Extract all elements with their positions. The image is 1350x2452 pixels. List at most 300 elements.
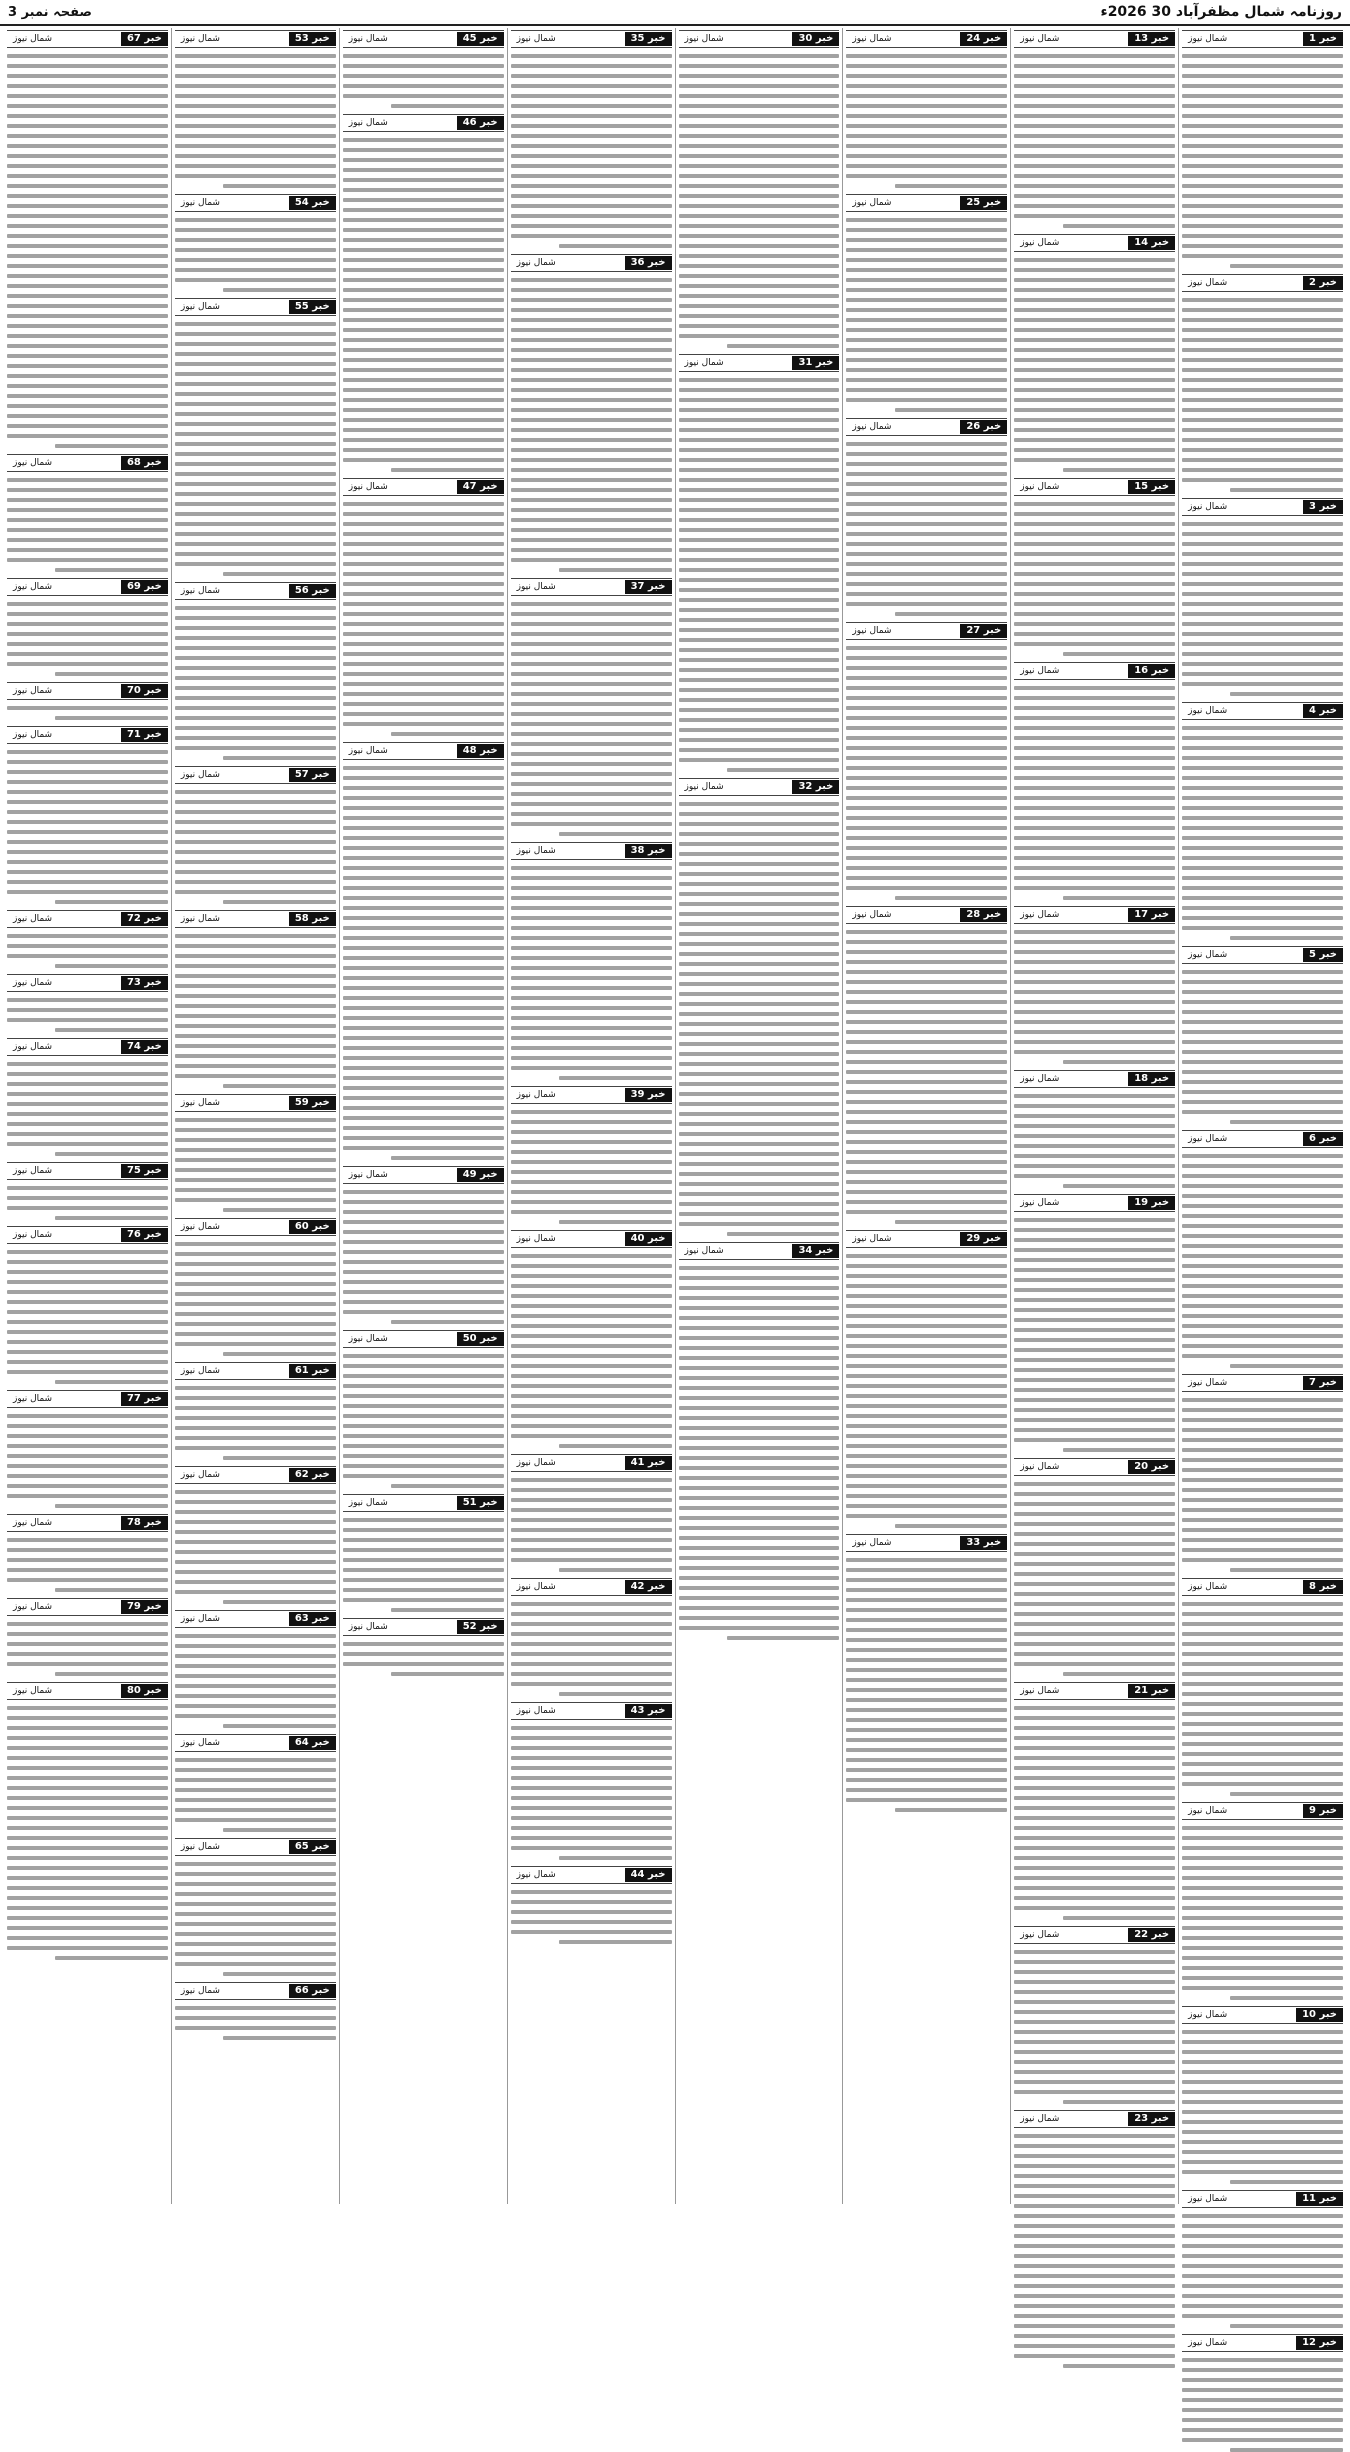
- text-line: [679, 1596, 840, 1600]
- news-item-body: [1014, 1482, 1175, 1676]
- text-line: [1014, 1308, 1175, 1312]
- text-line: [1182, 114, 1343, 118]
- text-line: [7, 934, 168, 938]
- text-line: [175, 492, 336, 496]
- text-line: [846, 980, 1007, 984]
- text-line: [846, 1484, 1007, 1488]
- text-line: [343, 712, 504, 716]
- text-line: [1014, 2204, 1175, 2208]
- text-line: [1182, 84, 1343, 88]
- text-line: [7, 1102, 168, 1106]
- text-line: [679, 628, 840, 632]
- news-item-header: [7, 1514, 168, 1532]
- text-line: [223, 288, 336, 292]
- section-label: شمال نیوز: [13, 34, 53, 44]
- news-item-header: [846, 1534, 1007, 1552]
- news-item-header: [1014, 30, 1175, 48]
- text-line: [511, 652, 672, 656]
- text-line: [511, 1672, 672, 1676]
- news-item-number: خبر 31: [792, 356, 839, 370]
- text-line: [846, 1728, 1007, 1732]
- news-item: [343, 1494, 504, 1612]
- text-line: [1014, 816, 1175, 820]
- text-line: [1014, 582, 1175, 586]
- news-item-body: [511, 1890, 672, 1944]
- news-item: [679, 30, 840, 348]
- news-item-number: خبر 68: [121, 456, 168, 470]
- section-label: شمال نیوز: [348, 1334, 388, 1344]
- text-line: [1182, 1752, 1343, 1756]
- text-line: [175, 1118, 336, 1122]
- text-line: [343, 178, 504, 182]
- news-item-body: [343, 1642, 504, 1676]
- text-line: [1014, 2264, 1175, 2268]
- news-item-number: خبر 23: [1128, 2112, 1175, 2126]
- text-line: [1014, 866, 1175, 870]
- text-line: [343, 916, 504, 920]
- text-line: [1182, 1836, 1343, 1840]
- text-line: [343, 1230, 504, 1234]
- text-line: [343, 278, 504, 282]
- text-line: [343, 522, 504, 526]
- text-line: [343, 1200, 504, 1204]
- news-item-header: [343, 114, 504, 132]
- text-line: [679, 942, 840, 946]
- text-line: [7, 1132, 168, 1136]
- section-label: شمال نیوز: [852, 626, 892, 636]
- news-item-number: خبر 44: [625, 1868, 672, 1882]
- news-item-header: [511, 1578, 672, 1596]
- text-line: [1182, 1508, 1343, 1512]
- news-item-body: [511, 866, 672, 1080]
- text-line: [511, 1622, 672, 1626]
- news-item: [175, 1094, 336, 1212]
- text-line: [175, 1590, 336, 1594]
- text-line: [7, 870, 168, 874]
- text-line: [1014, 2304, 1175, 2308]
- text-line: [1014, 1746, 1175, 1750]
- text-line: [1014, 1632, 1175, 1636]
- news-item-header: [846, 622, 1007, 640]
- text-line: [1182, 562, 1343, 566]
- text-line: [846, 716, 1007, 720]
- text-line: [1014, 846, 1175, 850]
- text-line: [175, 462, 336, 466]
- news-item: [511, 30, 672, 248]
- text-line: [175, 532, 336, 536]
- text-line: [679, 1486, 840, 1490]
- text-line: [343, 532, 504, 536]
- text-line: [511, 1726, 672, 1730]
- text-line: [1182, 736, 1343, 740]
- text-line: [343, 1076, 504, 1080]
- text-line: [175, 144, 336, 148]
- news-item-number: خبر 40: [625, 1232, 672, 1246]
- text-line: [343, 148, 504, 152]
- text-line: [7, 154, 168, 158]
- text-line: [1182, 1672, 1343, 1676]
- text-line: [846, 154, 1007, 158]
- text-line: [175, 322, 336, 326]
- text-line: [511, 318, 672, 322]
- text-line: [846, 1020, 1007, 1024]
- text-line: [7, 344, 168, 348]
- news-item-body: [511, 1726, 672, 1860]
- text-line: [1014, 642, 1175, 646]
- text-line: [343, 1240, 504, 1244]
- text-line: [511, 458, 672, 462]
- text-line: [343, 1538, 504, 1542]
- text-line: [175, 1064, 336, 1068]
- text-line: [511, 1498, 672, 1502]
- text-line: [7, 1484, 168, 1488]
- news-item-header: [175, 910, 336, 928]
- text-line: [511, 1264, 672, 1268]
- text-line: [1182, 766, 1343, 770]
- text-line: [1014, 1114, 1175, 1118]
- text-line: [1014, 1582, 1175, 1586]
- text-line: [175, 1798, 336, 1802]
- section-label: شمال نیوز: [180, 302, 220, 312]
- news-item-body: [175, 1862, 336, 1976]
- news-item-header: [846, 418, 1007, 436]
- text-line: [7, 424, 168, 428]
- text-line: [1182, 174, 1343, 178]
- text-line: [343, 816, 504, 820]
- text-line: [1182, 1772, 1343, 1776]
- text-line: [846, 756, 1007, 760]
- text-line: [1014, 1000, 1175, 1004]
- text-line: [1014, 940, 1175, 944]
- text-line: [175, 412, 336, 416]
- news-item: [846, 1230, 1007, 1528]
- text-line: [846, 1454, 1007, 1458]
- text-line: [1014, 2060, 1175, 2064]
- news-item-header: [511, 1454, 672, 1472]
- text-line: [679, 64, 840, 68]
- text-line: [175, 1490, 336, 1494]
- text-line: [1063, 1184, 1176, 1188]
- text-line: [1182, 2398, 1343, 2402]
- text-line: [175, 552, 336, 556]
- text-line: [1182, 94, 1343, 98]
- text-line: [511, 1344, 672, 1348]
- section-label: شمال نیوز: [348, 746, 388, 756]
- news-item-number: خبر 29: [960, 1232, 1007, 1246]
- text-line: [7, 304, 168, 308]
- news-item-body: [846, 646, 1007, 900]
- text-line: [511, 1374, 672, 1378]
- text-line: [511, 368, 672, 372]
- text-line: [343, 64, 504, 68]
- text-line: [846, 542, 1007, 546]
- news-item-number: خبر 47: [457, 480, 504, 494]
- text-line: [846, 1404, 1007, 1408]
- text-line: [846, 1304, 1007, 1308]
- section-label: شمال نیوز: [13, 730, 53, 740]
- news-item-header: [1014, 478, 1175, 496]
- text-line: [1014, 776, 1175, 780]
- news-item-header: [175, 1734, 336, 1752]
- text-line: [679, 1526, 840, 1530]
- text-line: [846, 970, 1007, 974]
- text-line: [175, 1426, 336, 1430]
- text-line: [1182, 194, 1343, 198]
- text-line: [1182, 1060, 1343, 1064]
- news-item-number: خبر 50: [457, 1332, 504, 1346]
- text-line: [1014, 1492, 1175, 1496]
- text-line: [1014, 756, 1175, 760]
- text-line: [7, 1632, 168, 1636]
- text-line: [1182, 2388, 1343, 2392]
- text-line: [1182, 1642, 1343, 1646]
- text-line: [679, 1356, 840, 1360]
- text-line: [1014, 104, 1175, 108]
- text-line: [511, 622, 672, 626]
- news-item-body: [511, 54, 672, 248]
- text-line: [343, 1384, 504, 1388]
- news-item-header: [1182, 2006, 1343, 2024]
- text-line: [679, 1296, 840, 1300]
- text-line: [1182, 368, 1343, 372]
- text-line: [511, 1682, 672, 1686]
- text-line: [846, 1394, 1007, 1398]
- text-line: [7, 1916, 168, 1920]
- news-item-header: [1014, 906, 1175, 924]
- text-line: [559, 1444, 672, 1448]
- text-line: [679, 74, 840, 78]
- text-line: [1014, 1258, 1175, 1262]
- text-line: [511, 154, 672, 158]
- text-line: [7, 642, 168, 646]
- text-line: [1014, 512, 1175, 516]
- news-item-number: خبر 48: [457, 744, 504, 758]
- news-item-header: [511, 1866, 672, 1884]
- text-line: [343, 138, 504, 142]
- text-line: [846, 472, 1007, 476]
- news-item-body: [1182, 2030, 1343, 2184]
- text-line: [1182, 1354, 1343, 1358]
- text-line: [1182, 348, 1343, 352]
- text-line: [7, 602, 168, 606]
- text-line: [846, 796, 1007, 800]
- text-line: [175, 800, 336, 804]
- text-line: [1014, 1438, 1175, 1442]
- section-label: شمال نیوز: [1188, 502, 1228, 512]
- text-line: [7, 800, 168, 804]
- text-line: [679, 234, 840, 238]
- text-line: [343, 1652, 504, 1656]
- text-line: [1014, 64, 1175, 68]
- news-item: [175, 1466, 336, 1604]
- text-line: [679, 568, 840, 572]
- text-line: [7, 164, 168, 168]
- text-line: [846, 1120, 1007, 1124]
- text-line: [1014, 154, 1175, 158]
- text-line: [1014, 980, 1175, 984]
- text-line: [343, 368, 504, 372]
- news-item: [846, 194, 1007, 412]
- text-line: [1014, 2314, 1175, 2318]
- text-line: [1182, 622, 1343, 626]
- text-line: [1182, 756, 1343, 760]
- text-line: [846, 1344, 1007, 1348]
- text-line: [7, 1836, 168, 1840]
- news-item: [7, 682, 168, 720]
- text-line: [1230, 264, 1343, 268]
- news-item-body: [1182, 1154, 1343, 1368]
- text-line: [846, 1210, 1007, 1214]
- news-item-number: خبر 79: [121, 1600, 168, 1614]
- text-line: [559, 1568, 672, 1572]
- text-line: [679, 124, 840, 128]
- text-line: [343, 1434, 504, 1438]
- text-line: [679, 274, 840, 278]
- text-line: [175, 238, 336, 242]
- text-line: [1182, 1488, 1343, 1492]
- text-line: [1182, 1234, 1343, 1238]
- text-line: [1182, 2264, 1343, 2268]
- text-line: [7, 1716, 168, 1720]
- news-item-body: [1014, 258, 1175, 472]
- text-line: [1014, 338, 1175, 342]
- section-label: شمال نیوز: [1188, 1134, 1228, 1144]
- text-line: [175, 1872, 336, 1876]
- text-line: [846, 1588, 1007, 1592]
- text-line: [7, 1886, 168, 1890]
- text-line: [511, 1434, 672, 1438]
- text-line: [846, 1658, 1007, 1662]
- text-line: [175, 1530, 336, 1534]
- text-line: [1014, 2214, 1175, 2218]
- text-line: [1014, 134, 1175, 138]
- text-line: [846, 866, 1007, 870]
- text-line: [1182, 1214, 1343, 1218]
- section-label: شمال نیوز: [13, 582, 53, 592]
- text-line: [343, 512, 504, 516]
- text-line: [846, 1030, 1007, 1034]
- text-line: [679, 468, 840, 472]
- text-line: [1182, 532, 1343, 536]
- text-line: [1182, 1418, 1343, 1422]
- text-line: [1014, 706, 1175, 710]
- news-item-number: خبر 74: [121, 1040, 168, 1054]
- text-line: [679, 194, 840, 198]
- text-line: [175, 1386, 336, 1390]
- news-item: [1182, 1802, 1343, 2000]
- news-item-body: [175, 218, 336, 292]
- text-line: [846, 1354, 1007, 1358]
- text-line: [1182, 204, 1343, 208]
- text-line: [7, 652, 168, 656]
- text-line: [679, 528, 840, 532]
- text-line: [1182, 1612, 1343, 1616]
- text-line: [1014, 1642, 1175, 1646]
- text-line: [511, 1488, 672, 1492]
- text-line: [7, 434, 168, 438]
- text-line: [679, 314, 840, 318]
- news-item: [175, 1838, 336, 1976]
- text-line: [679, 304, 840, 308]
- text-line: [7, 224, 168, 228]
- text-line: [679, 1212, 840, 1216]
- text-line: [175, 332, 336, 336]
- text-line: [7, 1434, 168, 1438]
- text-line: [846, 1504, 1007, 1508]
- text-line: [1182, 796, 1343, 800]
- text-line: [343, 94, 504, 98]
- text-line: [846, 1718, 1007, 1722]
- text-line: [1014, 268, 1175, 272]
- text-line: [343, 168, 504, 172]
- news-item-number: خبر 56: [289, 584, 336, 598]
- text-line: [1014, 1706, 1175, 1710]
- text-line: [846, 318, 1007, 322]
- text-line: [846, 1434, 1007, 1438]
- text-line: [679, 1446, 840, 1450]
- text-line: [1182, 1622, 1343, 1626]
- news-column: [842, 28, 1010, 2204]
- text-line: [175, 164, 336, 168]
- text-line: [846, 786, 1007, 790]
- text-line: [1182, 418, 1343, 422]
- text-line: [7, 174, 168, 178]
- text-line: [1182, 1090, 1343, 1094]
- text-line: [1014, 1876, 1175, 1880]
- news-item-header: [343, 1330, 504, 1348]
- text-line: [1014, 592, 1175, 596]
- text-line: [7, 1424, 168, 1428]
- news-item-header: [175, 30, 336, 48]
- text-line: [7, 1092, 168, 1096]
- text-line: [846, 388, 1007, 392]
- text-line: [7, 1454, 168, 1458]
- text-line: [343, 592, 504, 596]
- text-line: [846, 886, 1007, 890]
- news-item-number: خبر 19: [1128, 1196, 1175, 1210]
- section-label: شمال نیوز: [516, 1582, 556, 1592]
- text-line: [175, 1168, 336, 1172]
- news-item-number: خبر 17: [1128, 908, 1175, 922]
- text-line: [679, 558, 840, 562]
- text-line: [1014, 1030, 1175, 1034]
- text-line: [1182, 1602, 1343, 1606]
- section-label: شمال نیوز: [1020, 34, 1060, 44]
- text-line: [343, 208, 504, 212]
- text-line: [511, 1394, 672, 1398]
- news-item-body: [7, 998, 168, 1032]
- text-line: [1182, 2030, 1343, 2034]
- section-label: شمال نیوز: [13, 1230, 53, 1240]
- text-line: [511, 692, 672, 696]
- text-line: [175, 616, 336, 620]
- text-line: [1182, 164, 1343, 168]
- text-line: [343, 702, 504, 706]
- text-line: [343, 158, 504, 162]
- section-label: شمال نیوز: [1188, 34, 1228, 44]
- text-line: [343, 298, 504, 302]
- text-line: [1014, 2174, 1175, 2178]
- text-line: [343, 1548, 504, 1552]
- text-line: [7, 1662, 168, 1666]
- text-line: [679, 1536, 840, 1540]
- news-item-number: خبر 1: [1303, 32, 1343, 46]
- text-line: [1182, 2234, 1343, 2238]
- text-line: [7, 364, 168, 368]
- text-line: [1182, 2170, 1343, 2174]
- text-line: [7, 294, 168, 298]
- text-line: [1014, 1906, 1175, 1910]
